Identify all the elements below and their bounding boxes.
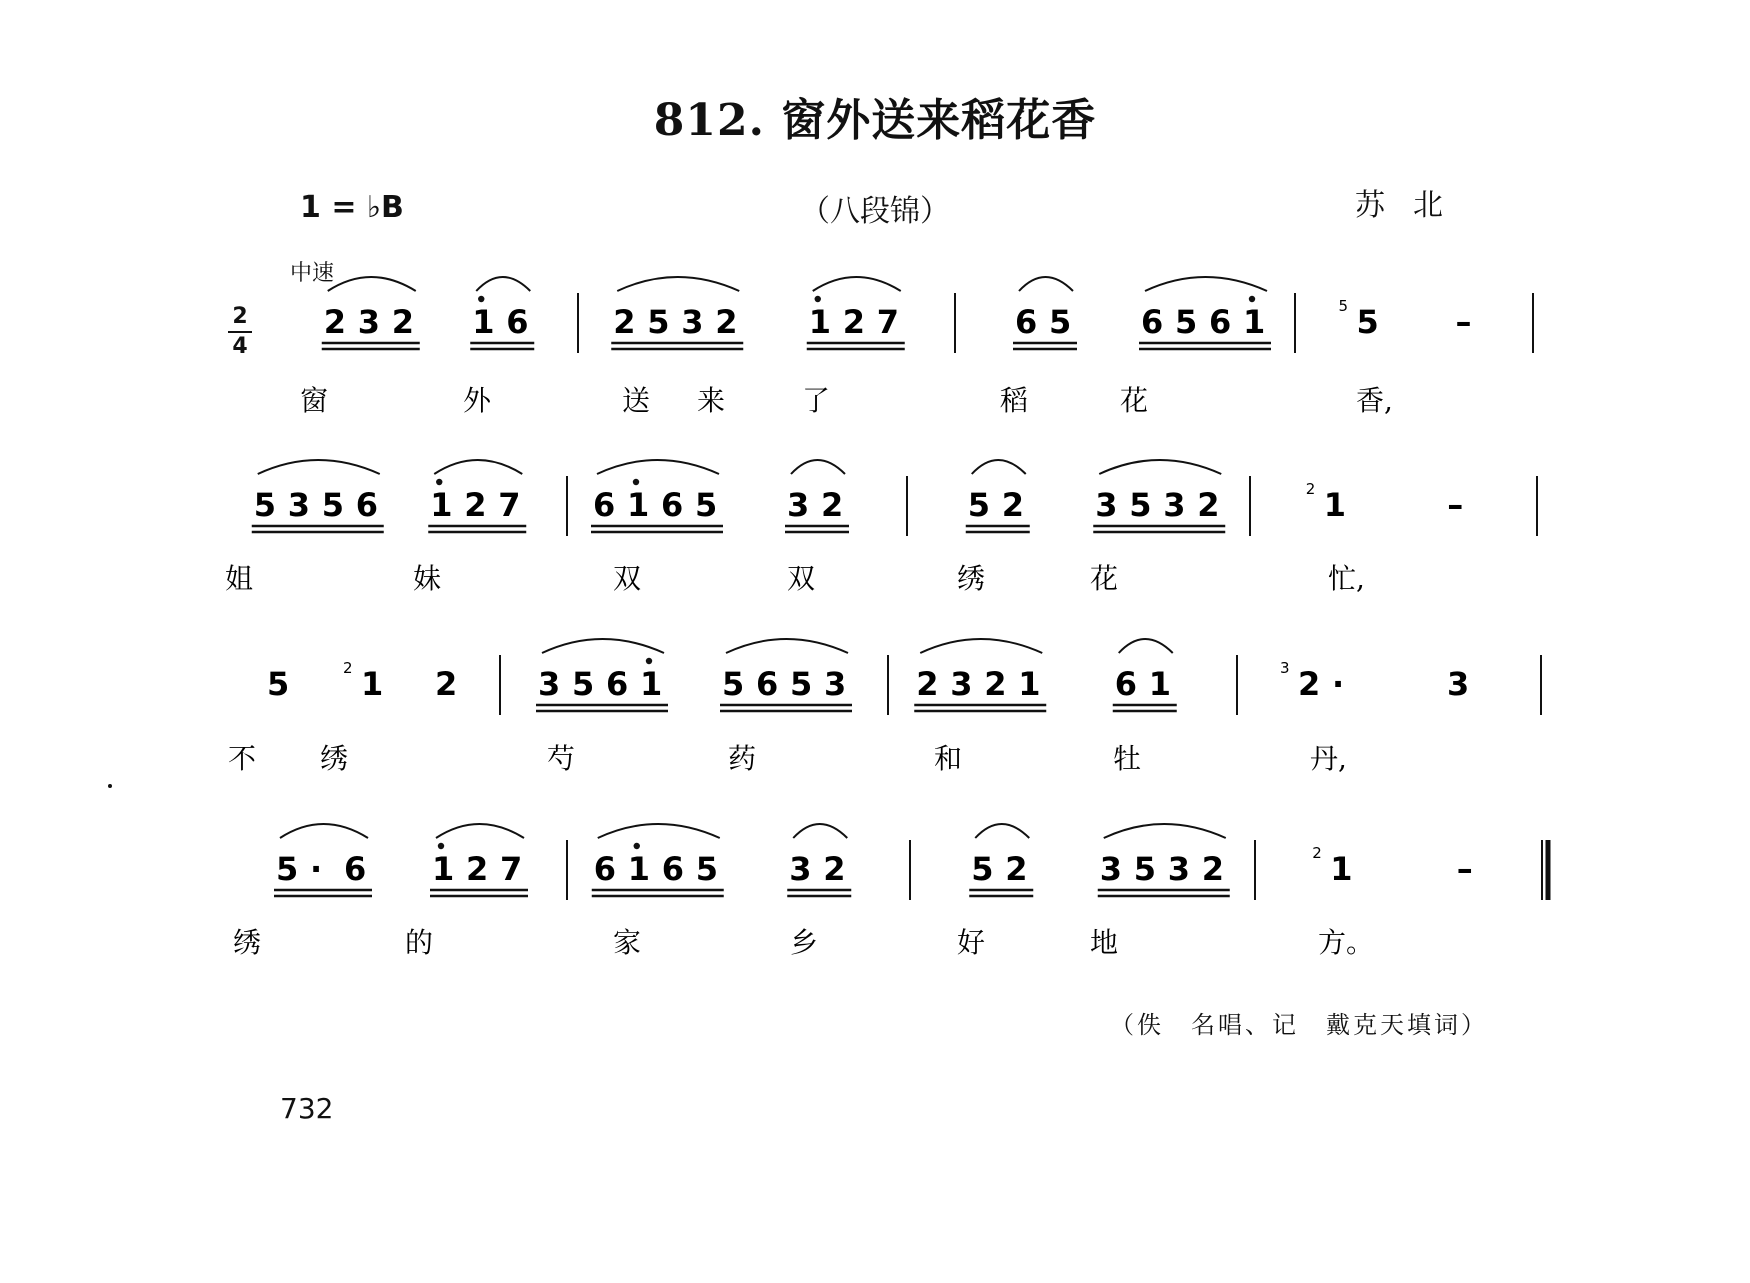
high-octave-dot [438, 843, 444, 849]
lyric-syllable: 花 [1090, 562, 1119, 595]
note: 1 [472, 303, 495, 341]
note: 5 [695, 486, 718, 524]
slur-arc [328, 277, 416, 291]
slur-arc [597, 460, 719, 474]
note: · [1332, 665, 1345, 703]
note: 2 [323, 303, 347, 341]
note: 2 [1001, 486, 1025, 524]
high-octave-dot [815, 296, 821, 302]
note: 5 [695, 850, 719, 888]
lyric-syllable: 双 [787, 562, 816, 595]
lyric-syllable: 了 [802, 384, 831, 417]
credit-line: （佚 名唱、记 戴克天填词） [1110, 1011, 1488, 1039]
note: 5 [1133, 850, 1157, 888]
note: 1 [1323, 486, 1347, 524]
grace-note: 5 [1338, 297, 1349, 315]
note: 6 [606, 665, 629, 703]
lyric-syllable: 乡 [790, 926, 819, 959]
key-signature: 1 = ♭B [300, 190, 404, 225]
lyric-syllable: 花 [1120, 384, 1149, 417]
note: 2 [1201, 850, 1225, 888]
note: 3 [824, 665, 847, 703]
note: 1 [627, 850, 651, 888]
note: 2 [1298, 665, 1321, 703]
note: 2 [916, 665, 939, 703]
lyric-syllable: 牡 [1113, 742, 1142, 775]
slur-arc [436, 824, 524, 838]
slur-arc [280, 824, 368, 838]
note: 3 [287, 486, 311, 524]
note: 3 [681, 303, 704, 341]
note: 2 [613, 303, 636, 341]
lyric-syllable: 忙, [1328, 562, 1365, 595]
slur-arc [726, 639, 848, 653]
lyric-syllable: 香, [1356, 384, 1393, 417]
note: · [310, 850, 323, 888]
note: 1 [430, 486, 453, 524]
genre-label: （八段锦） [800, 194, 950, 229]
region-label: 苏北 [1355, 188, 1471, 223]
slur-arc [1099, 460, 1221, 474]
note: 5 [572, 665, 595, 703]
note: 3 [787, 486, 810, 524]
note: 6 [344, 850, 367, 888]
note: 6 [661, 486, 684, 524]
lyric-syllable: 家 [613, 926, 642, 959]
grace-note: 2 [1305, 480, 1316, 498]
note: 7 [876, 303, 900, 341]
note: 3 [1095, 486, 1118, 524]
slur-arc [1019, 277, 1073, 291]
slur-arc [920, 639, 1042, 653]
lyric-syllable: 丹, [1310, 742, 1347, 775]
tempo-marking: 中速 [290, 261, 335, 286]
slur-arc [1104, 824, 1226, 838]
note: – [1456, 850, 1473, 888]
note: 3 [789, 850, 812, 888]
note: 2 [984, 665, 1007, 703]
note: 1 [627, 486, 650, 524]
note: 5 [1049, 303, 1072, 341]
note: 1 [1330, 850, 1353, 888]
slur-arc [793, 824, 847, 838]
note: 5 [267, 665, 290, 703]
slur-arc [972, 460, 1026, 474]
note: 5 [1175, 303, 1198, 341]
note: 6 [661, 850, 685, 888]
note: 6 [1114, 665, 1138, 703]
note: 2 [821, 486, 844, 524]
lyric-syllable: 妹 [413, 562, 442, 595]
note: 6 [593, 486, 616, 524]
stray-dot [108, 784, 112, 788]
lyric-syllable: 送 [622, 384, 651, 417]
note: 5 [321, 486, 345, 524]
note: 2 [435, 665, 458, 703]
page-number: 732 [280, 1092, 334, 1125]
note: 5 [1129, 486, 1152, 524]
high-octave-dot [634, 843, 640, 849]
lyric-syllable: 芍 [547, 742, 576, 775]
lyric-syllable: 绣 [233, 926, 262, 959]
note: 3 [1167, 850, 1191, 888]
note: 1 [361, 665, 384, 703]
note: 2 [466, 850, 489, 888]
slur-arc [476, 277, 530, 291]
song-title: 812. 窗外送来稻花香 [653, 95, 1097, 146]
note: 6 [1015, 303, 1038, 341]
slur-arc [434, 460, 522, 474]
note: 1 [1243, 303, 1266, 341]
note: 3 [1099, 850, 1123, 888]
note: 6 [355, 486, 379, 524]
lyric-syllable: 绣 [957, 562, 986, 595]
note: 1 [1148, 665, 1172, 703]
note: 2 [715, 303, 738, 341]
high-octave-dot [478, 296, 484, 302]
note: 6 [593, 850, 617, 888]
high-octave-dot [633, 479, 639, 485]
slur-arc [791, 460, 845, 474]
note: 5 [253, 486, 277, 524]
note: 5 [967, 486, 991, 524]
note: 2 [1197, 486, 1220, 524]
note: 1 [432, 850, 455, 888]
time-signature-top: 2 [232, 304, 248, 329]
note: 5 [647, 303, 670, 341]
time-signature-bottom: 4 [232, 334, 248, 359]
lyric-syllable: 地 [1090, 926, 1119, 959]
note: 5 [790, 665, 813, 703]
note: 6 [1141, 303, 1164, 341]
slur-arc [542, 639, 664, 653]
high-octave-dot [1249, 296, 1255, 302]
note: 3 [538, 665, 561, 703]
slur-arc [258, 460, 380, 474]
note: 5 [722, 665, 745, 703]
note: 3 [1163, 486, 1186, 524]
lyric-syllable: 药 [728, 742, 757, 775]
lyric-syllable: 方。 [1318, 926, 1375, 959]
note: 3 [1447, 665, 1470, 703]
lyric-syllable: 不 [228, 742, 257, 775]
note: 1 [808, 303, 832, 341]
lyric-syllable: 窗 [300, 384, 329, 417]
slur-arc [975, 824, 1029, 838]
note: 5 [1356, 303, 1379, 341]
high-octave-dot [646, 658, 652, 664]
grace-note: 2 [1312, 844, 1322, 862]
slur-arc [598, 824, 720, 838]
lyric-syllable: 绣 [320, 742, 349, 775]
note: 2 [842, 303, 866, 341]
note: 3 [950, 665, 973, 703]
high-octave-dot [436, 479, 442, 485]
lyric-syllable: 的 [405, 926, 434, 959]
slur-arc [617, 277, 739, 291]
lyric-syllable: 稻 [1000, 384, 1029, 417]
note: 2 [1005, 850, 1028, 888]
lyric-syllable: 来 [697, 384, 726, 417]
note: 2 [823, 850, 846, 888]
note: 2 [391, 303, 415, 341]
note: 2 [464, 486, 487, 524]
grace-note: 3 [1280, 659, 1290, 677]
slur-arc [1119, 639, 1173, 653]
slur-arc [813, 277, 901, 291]
note: – [1455, 303, 1472, 341]
lyric-syllable: 和 [934, 742, 963, 775]
grace-note: 2 [343, 659, 353, 677]
note: 7 [500, 850, 523, 888]
lyric-syllable: 双 [613, 562, 642, 595]
note: 6 [506, 303, 529, 341]
note: 3 [357, 303, 381, 341]
lyric-syllable: 好 [957, 926, 986, 959]
slur-arc [1145, 277, 1267, 291]
note: 5 [276, 850, 299, 888]
note: 6 [1209, 303, 1232, 341]
note: 1 [1018, 665, 1041, 703]
lyric-syllable: 姐 [225, 562, 254, 595]
note: 5 [971, 850, 994, 888]
note: 1 [640, 665, 663, 703]
note: 7 [498, 486, 521, 524]
note: – [1447, 486, 1464, 524]
lyric-syllable: 外 [463, 384, 492, 417]
note: 6 [756, 665, 779, 703]
